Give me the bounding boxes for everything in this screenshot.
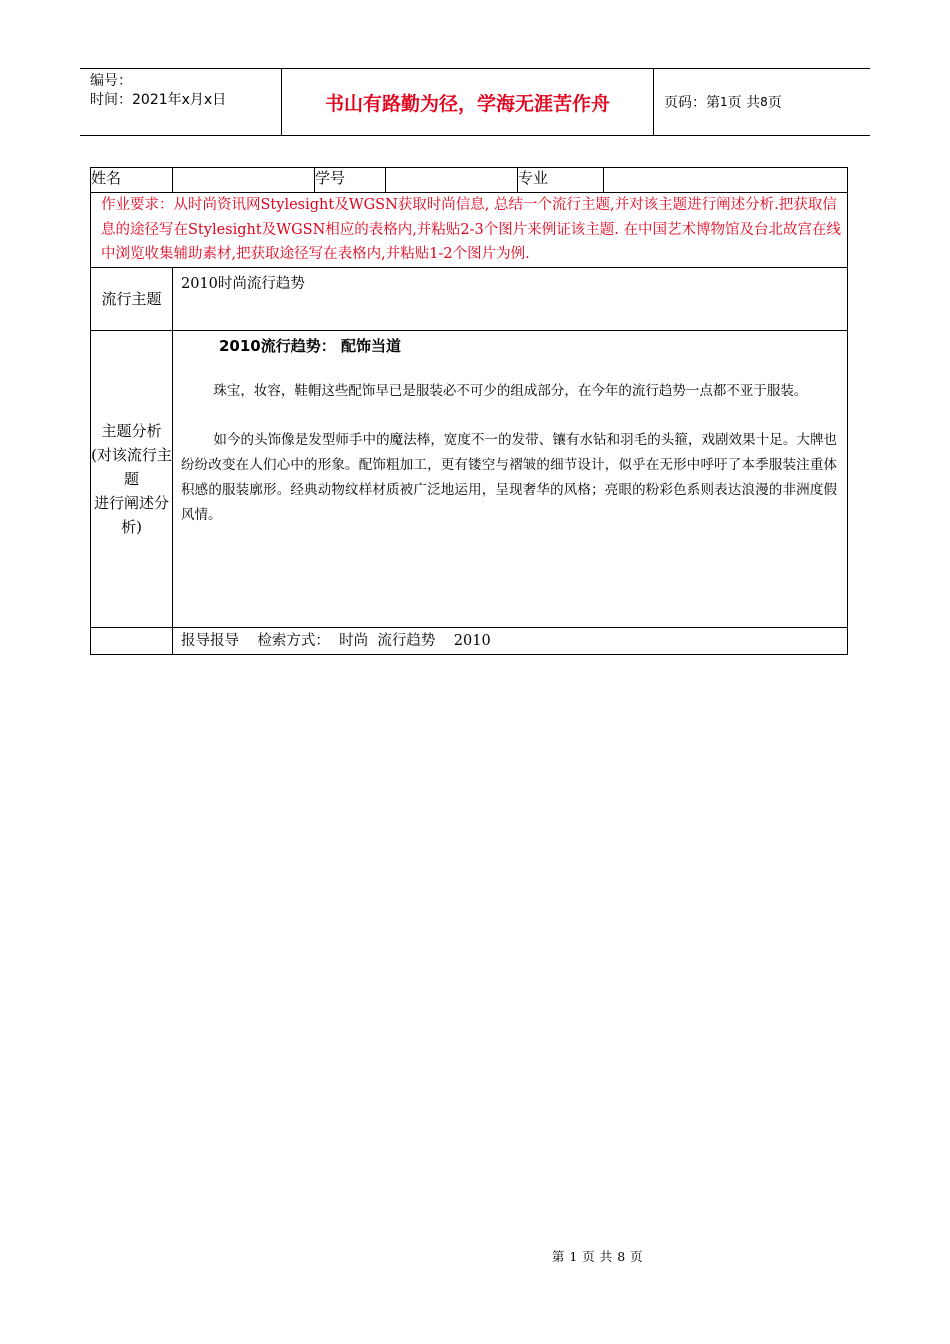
- id-label: 学号: [315, 168, 386, 193]
- id-field[interactable]: [386, 168, 518, 193]
- number-label: 编号：: [90, 73, 132, 89]
- analysis-label-line: 主题分析: [101, 421, 162, 440]
- footer-page-number: 第 1 页 共 8 页: [551, 1249, 644, 1264]
- time-label: 时间：2021年x月x日: [90, 92, 227, 108]
- name-field[interactable]: [173, 168, 315, 193]
- header-meta: [80, 69, 282, 135]
- requirement-row: [91, 193, 848, 268]
- major-label: 专业: [518, 168, 604, 193]
- search-row-label: [91, 627, 173, 654]
- analysis-label: [91, 330, 173, 627]
- analysis-paragraph: 如今的头饰像是发型师手中的魔法棒，宽度不一的发带、镶有水钻和羽毛的头箍，戏剧效果十足。大牌也纷纷改变在人们心中的形象。配饰粗加工，更有镂空与褶皱的细节设计，似乎在无形中呼吁了本季服装注重体积感的服装廓形。经典动物纹样材质被广泛地运用，呈现奢华的风格；亮眼的粉彩色系则表达浪漫的非洲度假风情。: [181, 431, 837, 523]
- page-footer: [0, 1247, 950, 1265]
- analysis-label-line: 进行阐述分析): [93, 493, 169, 536]
- page-number: 1: [720, 95, 728, 109]
- analysis-content[interactable]: [173, 330, 848, 627]
- analysis-title: 2010流行趋势： 配饰当道: [219, 336, 401, 355]
- theme-row: [91, 267, 848, 330]
- name-label: 姓名: [91, 168, 173, 193]
- student-info-row: [91, 168, 848, 193]
- header-page-info: [654, 69, 870, 135]
- page-mid: 页 共: [727, 95, 761, 111]
- analysis-label-line: (对该流行主题: [91, 445, 172, 488]
- analysis-paragraph: 珠宝，妆容，鞋帽这些配饰早已是服装必不可少的组成部分，在今年的流行趋势一点都不亚于服装。: [213, 382, 808, 399]
- theme-value[interactable]: 2010时尚流行趋势: [173, 267, 848, 330]
- assignment-form: [90, 167, 848, 655]
- page-prefix: 页码：第: [664, 95, 720, 111]
- header-motto: 书山有路勤为径，学海无涯苦作舟: [282, 69, 654, 135]
- document-header: [80, 68, 870, 136]
- search-method[interactable]: 报导报导 检索方式： 时尚 流行趋势 2010: [173, 627, 848, 654]
- search-row: [91, 627, 848, 654]
- analysis-row: [91, 330, 848, 627]
- assignment-requirement: 作业要求：从时尚资讯网Stylesight及WGSN获取时尚信息, 总结一个流行主题,并对该主题进行阐述分析.把获取信息的途径写在Stylesight及WGSN相应的表格内,并粘贴2-3个图片来例证该主题. 在中国艺术博物馆及台北故宫在线中浏览收集辅助素材,把获取途径写在表格内,并粘贴1-2个图片为例.: [91, 193, 848, 268]
- major-field[interactable]: [604, 168, 848, 193]
- page-suffix: 页: [767, 95, 782, 111]
- page-total: 8: [760, 95, 768, 109]
- theme-label: 流行主题: [91, 267, 173, 330]
